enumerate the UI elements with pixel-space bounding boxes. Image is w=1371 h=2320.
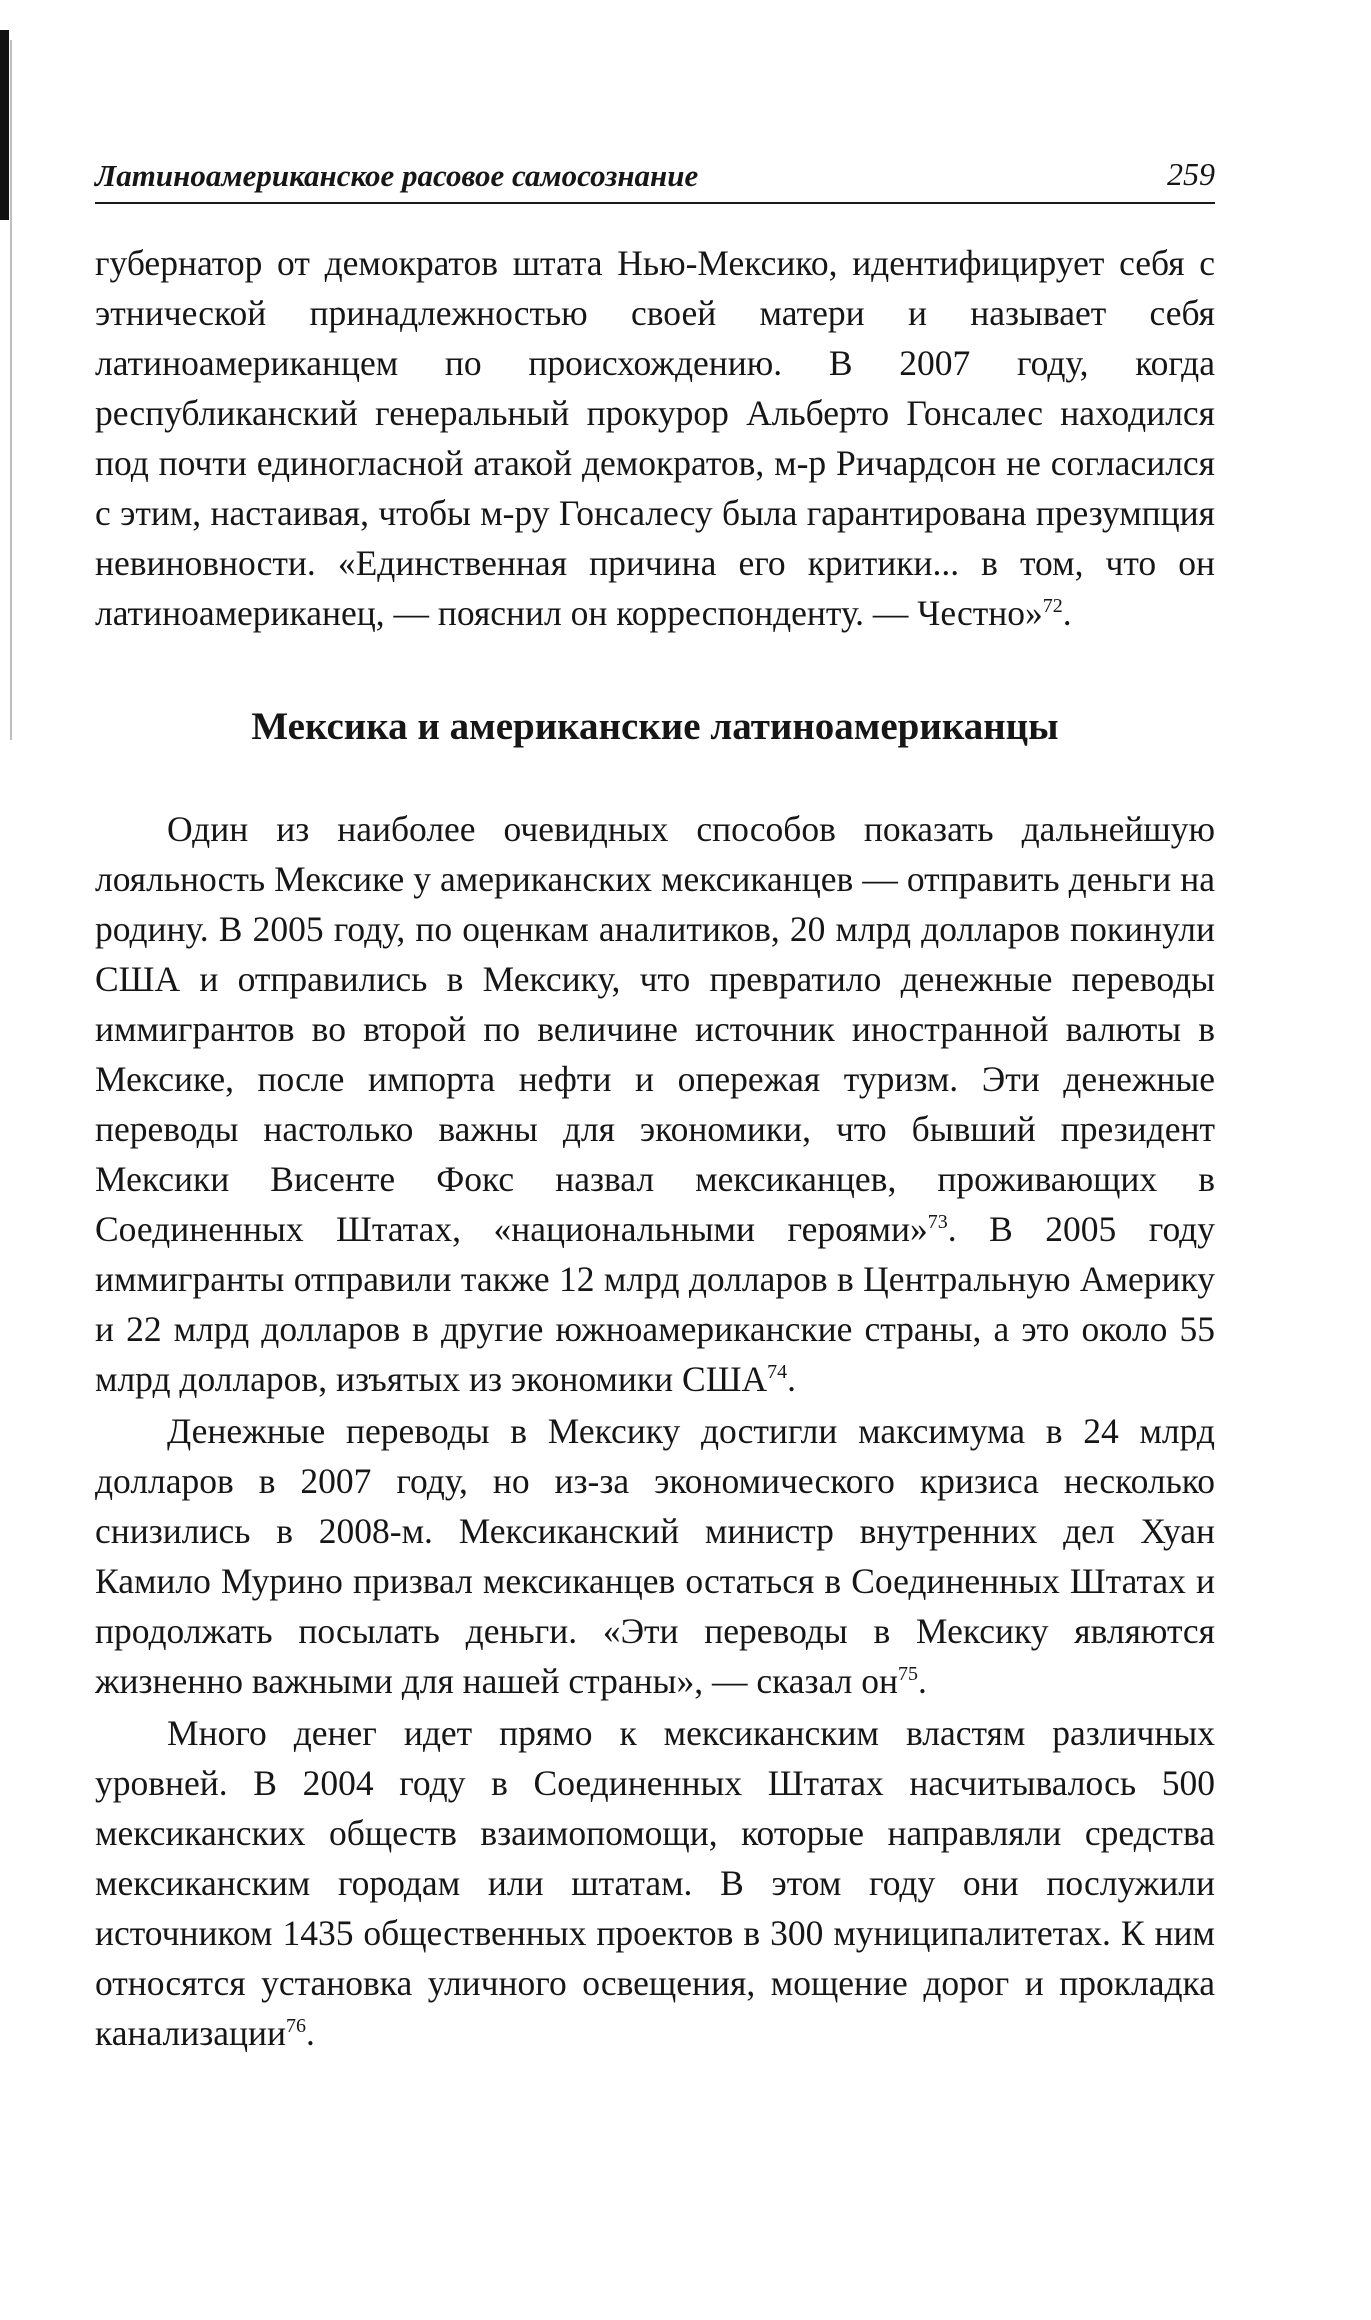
page-number: 259 — [1167, 156, 1215, 192]
paragraph-text: Много денег идет прямо к мексиканским властям различных уровней. В 2004 году в Соединенных Штатах насчитывалось 500 мексиканских обществ взаимопомощи, которые направляли средства мексиканским городам или штатам. В этом году они послужили источником 1435 общественных проектов в 300 муниципалитетах. К ним относятся установка уличного освещения, мощение дорог и прокладка канализации — [95, 1713, 1215, 2053]
page-header — [95, 150, 1215, 204]
binding-shadow — [0, 30, 9, 220]
paragraph — [95, 1406, 1215, 1706]
page-body — [95, 238, 1215, 2058]
paragraph-end: . — [1062, 593, 1072, 633]
running-head: Латиноамериканское расовое самосознание — [95, 158, 699, 193]
paragraph-text: Один из наиболее очевидных способов показать дальнейшую лояльность Мексике у американских мексиканцев — отправить деньги на родину. В 2005 году, по оценкам аналитиков, 20 млрд долларов покинули США и отправились в Мексику, что превратило денежные переводы иммигрантов во второй по величине источник иностранной валюты в Мексике, после импорта нефти и опережая туризм. Эти денежные переводы настолько важны для экономики, что бывший президент Мексики Висенте Фокс назвал мексиканцев, проживающих в Соединенных Штатах, «национальными героями» — [95, 809, 1215, 1249]
footnote-ref: 76 — [286, 2015, 307, 2038]
footnote-ref: 73 — [927, 1211, 948, 1234]
footnote-ref: 72 — [1042, 595, 1063, 618]
paragraph — [95, 804, 1215, 1404]
binding-edge — [10, 40, 12, 740]
paragraph-end: . — [306, 2013, 315, 2053]
paragraph-end: . — [917, 1661, 927, 1701]
paragraph — [95, 1708, 1215, 2058]
paragraph-text: . В 2005 году иммигранты отправили также 12 млрд долларов в Центральную Америку и 22 млрд долларов в другие южноамериканские страны, а это около 55 млрд долларов, изъятых из экономики США — [95, 1209, 1215, 1399]
paragraph-text: губернатор от демократов штата Нью-Мексико, идентифицирует себя с этнической принадлежностью своей матери и называет себя латиноамериканцем по происхождению. В 2007 году, когда республиканский генеральный прокурор Альберто Гонсалес находился под почти единогласной атакой демократов, м-р Ричардсон не согласился с этим, настаивая, чтобы м-ру Гонсалесу была гарантирована презумпция невиновности. «Единственная причина его критики... в том, что он латиноамериканец, — пояснил он корреспонденту. — Честно» — [95, 243, 1215, 633]
paragraph-text: Денежные переводы в Мексику достигли максимума в 24 млрд долларов в 2007 году, но из-за экономического кризиса несколько снизились в 2008-м. Мексиканский министр внутренних дел Хуан Камило Мурино призвал мексиканцев остаться в Соединенных Штатах и продолжать посылать деньги. «Эти переводы в Мексику являются жизненно важными для нашей страны», — сказал он — [95, 1411, 1215, 1701]
section-heading: Мексика и американские латиноамериканцы — [251, 705, 1059, 748]
paragraph-end: . — [787, 1359, 797, 1399]
footnote-ref: 74 — [767, 1361, 788, 1384]
footnote-ref: 75 — [897, 1663, 918, 1686]
paragraph-continued — [95, 238, 1215, 638]
